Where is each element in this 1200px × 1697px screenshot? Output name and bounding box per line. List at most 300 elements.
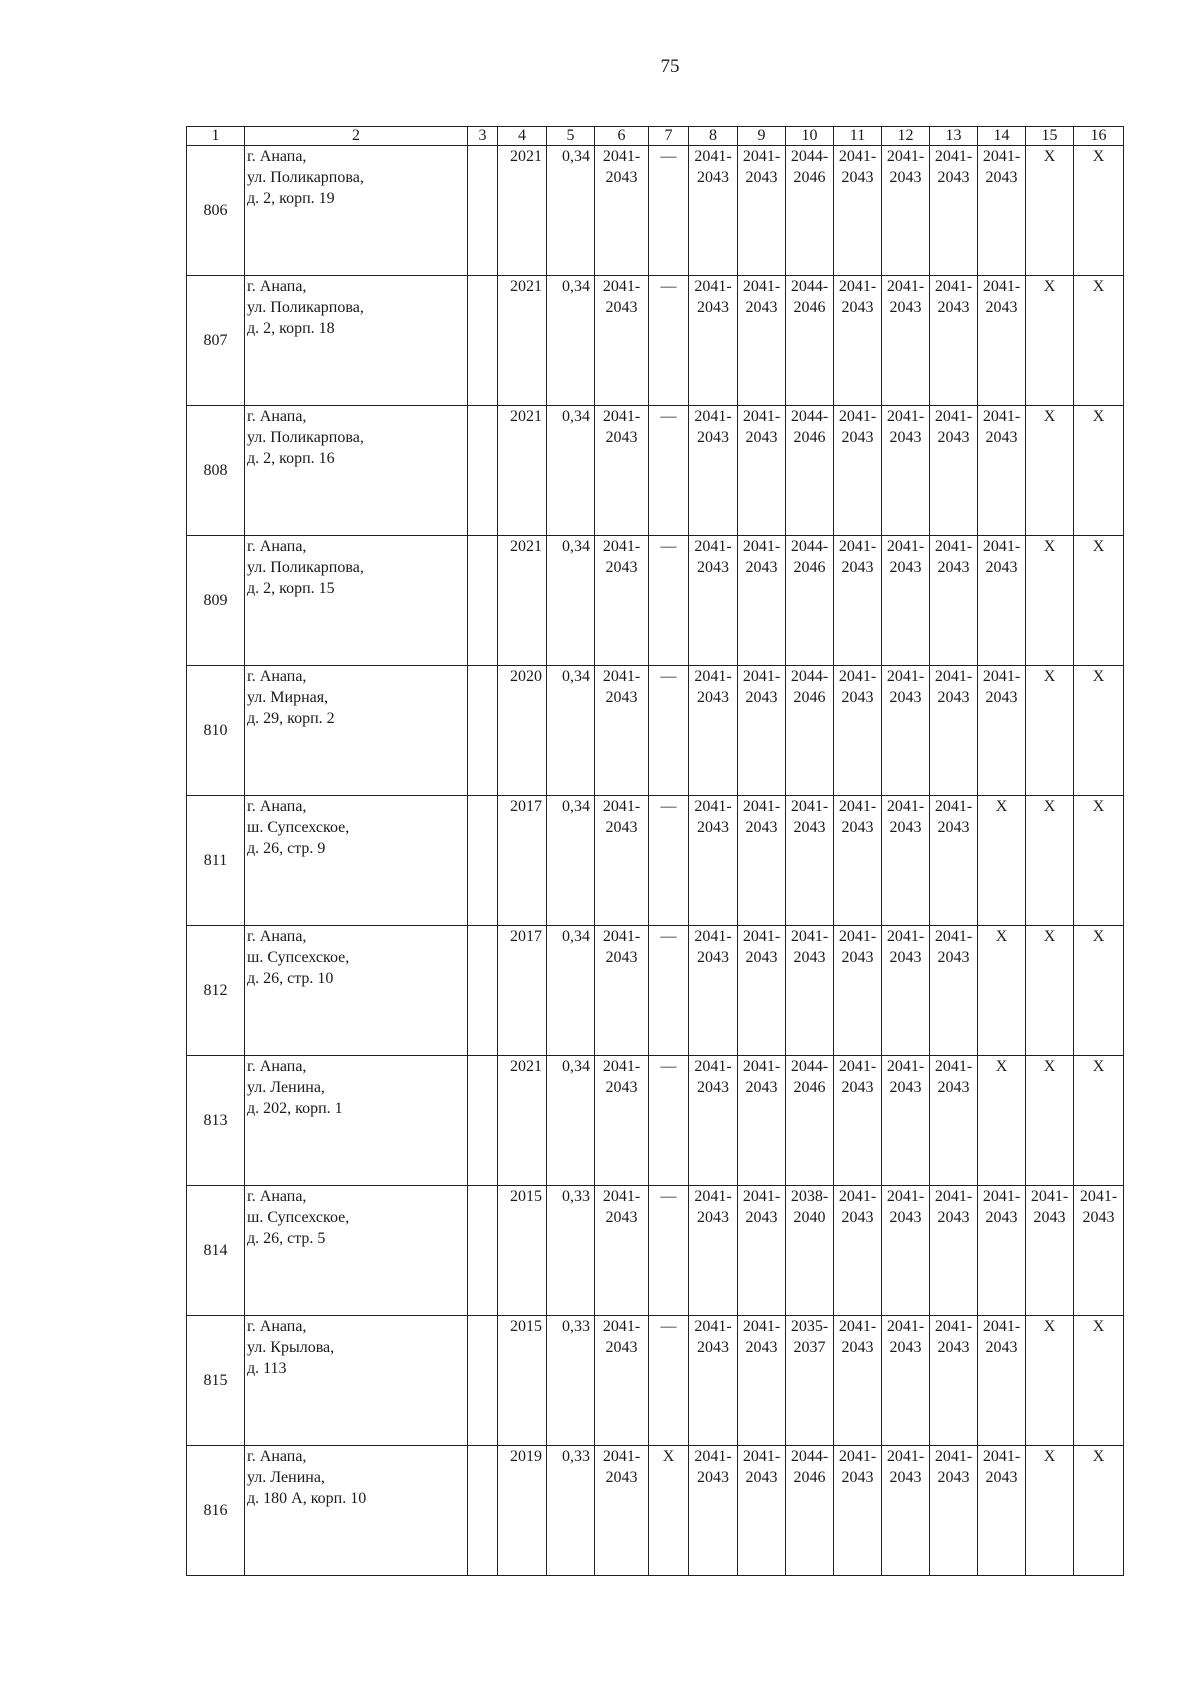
cell-line: 2041- [886, 408, 925, 425]
period-cell-col13 [930, 1186, 978, 1316]
cell-line: 2043 [889, 949, 922, 966]
table-row [187, 1186, 1124, 1316]
address-line: ш. Супсехское, [247, 949, 350, 966]
address-line: д. 180 А, корп. 10 [247, 1490, 367, 1507]
period-cell-col13 [930, 406, 978, 536]
period-cell-col12 [882, 1446, 930, 1576]
address-line: г. Анапа, [247, 668, 307, 685]
cell-line: 2046 [793, 169, 826, 186]
period-cell-col8 [689, 796, 738, 926]
cell-line: 2041- [602, 928, 641, 945]
cell-line: 2043 [841, 559, 874, 576]
ratio-cell: 0,33 [547, 1186, 595, 1316]
address-cell [245, 406, 468, 536]
cell-line: 2044- [790, 668, 829, 685]
cell-col3 [468, 146, 498, 276]
cell-line: X [1092, 668, 1105, 685]
cell-line: X [995, 928, 1008, 945]
cell-line: X [1092, 1058, 1105, 1075]
address-line: г. Анапа, [247, 1448, 307, 1465]
cell-line: 2041- [602, 798, 641, 815]
cell-line: 2041- [934, 278, 973, 295]
cell-line: 2041- [742, 798, 781, 815]
page-number: 75 [660, 56, 680, 77]
cell-line: 2041- [982, 1188, 1021, 1205]
cell-line: 2041- [886, 278, 925, 295]
address-line: д. 26, стр. 5 [247, 1230, 326, 1247]
cell-line: 2041- [886, 1188, 925, 1205]
cell-line: 2041- [602, 1448, 641, 1465]
ratio-cell: 0,34 [547, 406, 595, 536]
cell-line: 2043 [937, 1079, 970, 1096]
cell-line: 2041- [934, 798, 973, 815]
column-number-9: 9 [738, 127, 786, 146]
cell-line: 2043 [937, 1469, 970, 1486]
period-cell-col15 [1026, 406, 1074, 536]
cell-line: 2041- [982, 1318, 1021, 1335]
cell-line: X [1092, 928, 1105, 945]
period-cell-col14 [978, 276, 1026, 406]
cell-line: 2043 [745, 169, 778, 186]
cell-line: X [1092, 538, 1105, 555]
period-cell-col9 [738, 1056, 786, 1186]
cell-line: 2044- [790, 148, 829, 165]
cell-line: 2043 [697, 429, 729, 446]
period-cell-col12 [882, 1316, 930, 1446]
period-cell-col15 [1026, 536, 1074, 666]
row-number: 812 [187, 926, 245, 1056]
cell-line: 2041- [838, 1448, 877, 1465]
cell-line: 2043 [937, 1209, 970, 1226]
cell-line: 2043 [889, 1209, 922, 1226]
cell-line: 2043 [745, 559, 778, 576]
cell-line: X [1043, 148, 1056, 165]
cell-line: X [1043, 668, 1056, 685]
period-cell-col14 [978, 406, 1026, 536]
cell-line: 2041- [742, 1448, 781, 1465]
cell-line: 2043 [1033, 1209, 1066, 1226]
cell-line: 2043 [605, 949, 638, 966]
period-cell-col15 [1026, 1316, 1074, 1446]
cell-line: 2043 [985, 1469, 1018, 1486]
cell-line: 2043 [841, 429, 874, 446]
period-cell-col16 [1074, 796, 1124, 926]
cell-line: 2043 [937, 299, 970, 316]
cell-col3 [468, 1316, 498, 1446]
cell-line: 2041- [934, 928, 973, 945]
cell-line: 2041- [886, 928, 925, 945]
cell-line: 2041- [934, 1318, 973, 1335]
period-cell-col10 [786, 796, 834, 926]
column-number-2: 2 [245, 127, 468, 146]
cell-col7: — [649, 1186, 689, 1316]
cell-line: 2041- [934, 1188, 973, 1205]
cell-line: 2041- [602, 538, 641, 555]
period-cell-col9 [738, 1186, 786, 1316]
cell-line: 2041- [838, 278, 877, 295]
cell-line: 2043 [697, 299, 729, 316]
period-cell-col6 [595, 276, 649, 406]
cell-line: 2043 [841, 1339, 874, 1356]
cell-line: 2041- [838, 668, 877, 685]
table-row [187, 666, 1124, 796]
cell-line: 2043 [745, 819, 778, 836]
address-cell [245, 276, 468, 406]
cell-line: 2041- [694, 668, 732, 685]
ratio-cell: 0,34 [547, 926, 595, 1056]
ratio-cell: 0,34 [547, 276, 595, 406]
cell-line: 2041- [886, 148, 925, 165]
cell-line: 2043 [841, 299, 874, 316]
column-number-5: 5 [547, 127, 595, 146]
cell-line: X [1092, 798, 1105, 815]
period-cell-col14 [978, 146, 1026, 276]
cell-line: X [1092, 278, 1105, 295]
cell-line: 2041- [838, 798, 877, 815]
cell-col7: — [649, 1316, 689, 1446]
cell-line: 2043 [937, 429, 970, 446]
cell-line: 2043 [697, 169, 729, 186]
column-number-15: 15 [1026, 127, 1074, 146]
address-line: г. Анапа, [247, 798, 307, 815]
cell-line: 2041- [694, 538, 732, 555]
cell-line: 2041- [982, 668, 1021, 685]
cell-line: 2043 [605, 1339, 638, 1356]
cell-line: 2041- [602, 1058, 641, 1075]
period-cell-col8 [689, 536, 738, 666]
address-line: д. 113 [247, 1360, 287, 1377]
cell-line: 2044- [790, 538, 829, 555]
address-line: ш. Супсехское, [247, 1209, 350, 1226]
cell-line: 2043 [889, 1469, 922, 1486]
cell-line: 2043 [605, 559, 638, 576]
cell-col7: X [649, 1446, 689, 1576]
cell-line: 2043 [745, 949, 778, 966]
cell-line: 2041- [886, 798, 925, 815]
cell-line: 2043 [605, 1469, 638, 1486]
cell-line: 2043 [605, 1079, 638, 1096]
cell-line: 2043 [889, 1079, 922, 1096]
cell-line: 2041- [694, 1188, 732, 1205]
column-number-10: 10 [786, 127, 834, 146]
ratio-cell: 0,34 [547, 796, 595, 926]
address-line: ул. Поликарпова, [247, 169, 364, 186]
period-cell-col10 [786, 1316, 834, 1446]
cell-line: 2043 [889, 429, 922, 446]
cell-line: 2044- [790, 1058, 829, 1075]
period-cell-col13 [930, 1446, 978, 1576]
cell-line: 2041- [934, 1448, 973, 1465]
cell-col3 [468, 536, 498, 666]
address-line: ш. Супсехское, [247, 819, 350, 836]
period-cell-col16 [1074, 276, 1124, 406]
period-cell-col14 [978, 926, 1026, 1056]
cell-line: 2044- [790, 408, 829, 425]
cell-line: 2041- [838, 538, 877, 555]
period-cell-col11 [834, 796, 882, 926]
address-line: ул. Мирная, [247, 689, 329, 706]
cell-line: 2043 [937, 1339, 970, 1356]
cell-line: 2043 [697, 689, 729, 706]
cell-line: 2041- [982, 538, 1021, 555]
ratio-cell: 0,34 [547, 536, 595, 666]
cell-line: 2041- [886, 668, 925, 685]
address-cell [245, 796, 468, 926]
period-cell-col11 [834, 666, 882, 796]
column-number-16: 16 [1074, 127, 1124, 146]
cell-line: 2043 [745, 1339, 778, 1356]
cell-line: 2041- [602, 408, 641, 425]
cell-line: X [1092, 408, 1105, 425]
period-cell-col14 [978, 1056, 1026, 1186]
period-cell-col9 [738, 406, 786, 536]
period-cell-col8 [689, 1316, 738, 1446]
period-cell-col12 [882, 1056, 930, 1186]
cell-line: 2041- [694, 1318, 732, 1335]
year-cell: 2021 [498, 276, 547, 406]
address-line: ул. Ленина, [247, 1469, 325, 1486]
cell-line: 2043 [605, 169, 638, 186]
column-number-7: 7 [649, 127, 689, 146]
period-cell-col16 [1074, 1056, 1124, 1186]
cell-line: 2046 [793, 299, 826, 316]
cell-line: 2041- [694, 1448, 732, 1465]
cell-line: 2041- [838, 148, 877, 165]
period-cell-col10 [786, 406, 834, 536]
address-line: г. Анапа, [247, 408, 307, 425]
period-cell-col13 [930, 1316, 978, 1446]
address-line: ул. Поликарпова, [247, 429, 364, 446]
cell-line: X [995, 798, 1008, 815]
address-line: ул. Поликарпова, [247, 299, 364, 316]
cell-line: 2041- [742, 278, 781, 295]
period-cell-col8 [689, 1056, 738, 1186]
period-cell-col15 [1026, 1186, 1074, 1316]
period-cell-col9 [738, 146, 786, 276]
cell-line: X [1092, 1448, 1105, 1465]
cell-line: 2043 [1082, 1209, 1115, 1226]
ratio-cell: 0,34 [547, 146, 595, 276]
cell-line: 2046 [793, 1469, 826, 1486]
cell-line: X [1043, 408, 1056, 425]
address-cell [245, 926, 468, 1056]
cell-line: 2043 [985, 1339, 1018, 1356]
cell-line: 2041- [742, 538, 781, 555]
cell-line: 2044- [790, 278, 829, 295]
period-cell-col13 [930, 1056, 978, 1186]
cell-line: 2043 [605, 819, 638, 836]
address-line: г. Анапа, [247, 928, 307, 945]
period-cell-col16 [1074, 1316, 1124, 1446]
address-line: ул. Крылова, [247, 1339, 335, 1356]
row-number: 816 [187, 1446, 245, 1576]
period-cell-col11 [834, 406, 882, 536]
cell-line: 2041- [694, 928, 732, 945]
cell-line: 2043 [889, 169, 922, 186]
period-cell-col12 [882, 666, 930, 796]
cell-line: 2043 [841, 949, 874, 966]
column-number-1: 1 [187, 127, 245, 146]
address-line: г. Анапа, [247, 278, 307, 295]
cell-line: 2043 [985, 299, 1018, 316]
row-number: 813 [187, 1056, 245, 1186]
address-line: д. 2, корп. 16 [247, 450, 335, 467]
cell-line: 2043 [889, 559, 922, 576]
table-row [187, 796, 1124, 926]
column-number-4: 4 [498, 127, 547, 146]
cell-line: 2041- [694, 278, 732, 295]
address-cell [245, 146, 468, 276]
cell-line: 2043 [841, 1079, 874, 1096]
cell-line: 2043 [605, 299, 638, 316]
period-cell-col12 [882, 146, 930, 276]
cell-line: 2043 [937, 949, 970, 966]
ratio-cell: 0,33 [547, 1316, 595, 1446]
period-cell-col10 [786, 146, 834, 276]
address-line: ул. Ленина, [247, 1079, 325, 1096]
cell-line: 2043 [985, 1209, 1018, 1226]
year-cell: 2019 [498, 1446, 547, 1576]
ratio-cell: 0,34 [547, 1056, 595, 1186]
address-cell [245, 536, 468, 666]
row-number: 815 [187, 1316, 245, 1446]
row-number: 811 [187, 796, 245, 926]
cell-line: X [1043, 1318, 1056, 1335]
cell-line: 2041- [694, 408, 732, 425]
cell-line: 2041- [742, 148, 781, 165]
period-cell-col9 [738, 796, 786, 926]
cell-line: 2043 [697, 1469, 729, 1486]
period-cell-col10 [786, 926, 834, 1056]
period-cell-col9 [738, 536, 786, 666]
cell-line: 2043 [697, 559, 729, 576]
row-number: 814 [187, 1186, 245, 1316]
address-line: д. 29, корп. 2 [247, 710, 335, 727]
cell-line: 2043 [697, 949, 729, 966]
period-cell-col10 [786, 536, 834, 666]
period-cell-col11 [834, 1316, 882, 1446]
cell-line: 2041- [1030, 1188, 1069, 1205]
cell-line: 2041- [886, 1448, 925, 1465]
address-line: г. Анапа, [247, 1188, 307, 1205]
period-cell-col16 [1074, 1186, 1124, 1316]
period-cell-col9 [738, 1446, 786, 1576]
period-cell-col16 [1074, 536, 1124, 666]
cell-line: 2041- [742, 1058, 781, 1075]
period-cell-col10 [786, 1056, 834, 1186]
period-cell-col11 [834, 926, 882, 1056]
period-cell-col13 [930, 926, 978, 1056]
cell-col7: — [649, 666, 689, 796]
period-cell-col10 [786, 276, 834, 406]
period-cell-col16 [1074, 666, 1124, 796]
cell-line: 2044- [790, 1448, 829, 1465]
year-cell: 2015 [498, 1186, 547, 1316]
cell-line: 2041- [790, 798, 829, 815]
cell-line: 2037 [793, 1339, 826, 1356]
column-number-11: 11 [834, 127, 882, 146]
row-number: 808 [187, 406, 245, 536]
cell-line: 2043 [793, 819, 826, 836]
cell-line: X [1043, 1058, 1056, 1075]
cell-line: 2041- [742, 1318, 781, 1335]
cell-line: 2043 [697, 1339, 729, 1356]
address-cell [245, 1316, 468, 1446]
period-cell-col15 [1026, 926, 1074, 1056]
period-cell-col6 [595, 926, 649, 1056]
cell-col3 [468, 926, 498, 1056]
cell-line: 2041- [886, 1318, 925, 1335]
period-cell-col8 [689, 1446, 738, 1576]
address-cell [245, 1056, 468, 1186]
period-cell-col11 [834, 276, 882, 406]
cell-line: 2043 [745, 429, 778, 446]
table-row [187, 146, 1124, 276]
column-number-13: 13 [930, 127, 978, 146]
cell-line: 2041- [838, 1318, 877, 1335]
period-cell-col6 [595, 796, 649, 926]
cell-line: 2041- [790, 928, 829, 945]
period-cell-col13 [930, 796, 978, 926]
cell-line: 2041- [602, 278, 641, 295]
address-line: д. 2, корп. 19 [247, 190, 335, 207]
table-row [187, 1056, 1124, 1186]
table-row [187, 926, 1124, 1056]
cell-line: 2043 [841, 1469, 874, 1486]
cell-col3 [468, 1446, 498, 1576]
address-line: д. 26, стр. 9 [247, 840, 326, 857]
period-cell-col9 [738, 276, 786, 406]
period-cell-col12 [882, 406, 930, 536]
period-cell-col6 [595, 666, 649, 796]
cell-line: 2041- [982, 148, 1021, 165]
period-cell-col14 [978, 1186, 1026, 1316]
cell-line: 2043 [697, 819, 729, 836]
period-cell-col8 [689, 406, 738, 536]
period-cell-col6 [595, 1186, 649, 1316]
cell-line: 2043 [841, 819, 874, 836]
cell-line: 2041- [694, 798, 732, 815]
period-cell-col6 [595, 1446, 649, 1576]
cell-line: 2043 [605, 1209, 638, 1226]
period-cell-col12 [882, 926, 930, 1056]
period-cell-col10 [786, 666, 834, 796]
period-cell-col12 [882, 796, 930, 926]
cell-line: 2041- [838, 1188, 877, 1205]
table-row [187, 1446, 1124, 1576]
cell-line: 2041- [838, 408, 877, 425]
cell-line: 2040 [793, 1209, 826, 1226]
cell-line: 2041- [742, 1188, 781, 1205]
cell-col3 [468, 276, 498, 406]
cell-line: 2043 [605, 429, 638, 446]
period-cell-col16 [1074, 926, 1124, 1056]
period-cell-col15 [1026, 1446, 1074, 1576]
period-cell-col16 [1074, 146, 1124, 276]
cell-line: X [1043, 278, 1056, 295]
cell-line: 2041- [742, 928, 781, 945]
cell-line: 2043 [605, 689, 638, 706]
column-number-6: 6 [595, 127, 649, 146]
cell-line: 2043 [841, 169, 874, 186]
cell-line: 2043 [937, 559, 970, 576]
period-cell-col15 [1026, 146, 1074, 276]
cell-line: 2041- [742, 668, 781, 685]
column-number-3: 3 [468, 127, 498, 146]
cell-line: 2041- [886, 1058, 925, 1075]
cell-line: 2043 [745, 1079, 778, 1096]
row-number: 806 [187, 146, 245, 276]
